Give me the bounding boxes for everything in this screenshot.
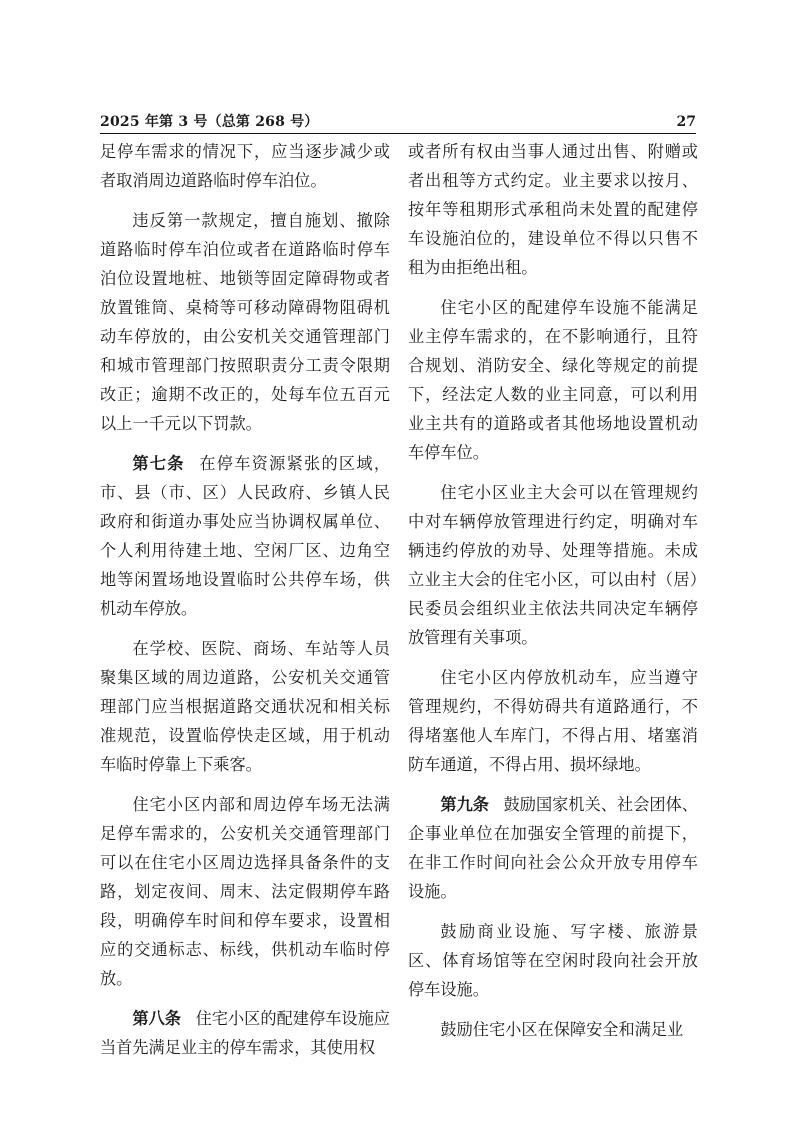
right-column [408,137,698,1055]
article-paragraph [100,1004,390,1062]
article-label: 第七条 [132,454,185,473]
paragraph: 鼓励商业设施、写字楼、旅游景区、体育场馆等在空闲时段向社会开放停车设施。 [408,922,698,999]
paragraph: 或者所有权由当事人通过出售、附赠或者出租等方式约定。业主要求以按月、按年等租期形式承租尚未处置的配建停车设施泊位的，建设单位不得以只售不租为由拒绝出租。 [408,142,698,277]
paragraph: 足停车需求的情况下，应当逐步减少或者取消周边道路临时停车泊位。 [100,142,390,190]
article-paragraph [100,449,390,623]
left-column [100,137,390,1073]
article-paragraph [408,790,698,906]
page-header [100,113,696,134]
paragraph: 住宅小区内部和周边停车场无法满足停车需求的，公安机关交通管理部门可以在住宅小区周边选择具备条件的支路，划定夜间、周末、法定假期停车路段，明确停车时间和停车要求，设置相应的交通标志、标线，供机动车临时停放。 [100,795,390,988]
issue-label: 2025 年第 3 号（总第 268 号） [100,114,319,130]
article-text: 在停车资源紧张的区域，市、县（市、区）人民政府、乡镇人民政府和街道办事处应当协调权属单位、个人利用待建土地、空闲厂区、边角空地等闲置场地设置临时公共停车场，供机动车停放。 [100,454,391,618]
paragraph: 住宅小区的配建停车设施不能满足业主停车需求的，在不影响通行，且符合规划、消防安全、绿化等规定的前提下，经法定人数的业主同意，可以利用业主共有的道路或者其他场地设置机动车停车位。 [408,298,698,462]
article-label: 第九条 [440,795,489,814]
article-text: 住宅小区的配建停车设施应当首先满足业主的停车需求，其使用权 [100,1009,390,1057]
page-number: 27 [676,114,696,130]
paragraph: 住宅小区内停放机动车，应当遵守管理规约，不得妨碍共有道路通行，不得堵塞他人车库门，不得占用、堵塞消防车通道，不得占用、损坏绿地。 [408,668,698,774]
paragraph: 住宅小区业主大会可以在管理规约中对车辆停放管理进行约定，明确对车辆违约停放的劝导、处理等措施。未成立业主大会的住宅小区，可以由村（居）民委员会组织业主依法共同决定车辆停放管理有关事项。 [408,483,698,647]
article-text: 鼓励国家机关、社会团体、企事业单位在加强安全管理的前提下，在非工作时间向社会公众开放专用停车设施。 [408,795,698,901]
article-label: 第八条 [132,1009,181,1028]
paragraph: 鼓励住宅小区在保障安全和满足业 [440,1020,684,1039]
paragraph: 违反第一款规定，擅自施划、撤除道路临时停车泊位或者在道路临时停车泊位设置地桩、地锁等固定障碍物或者放置锥筒、桌椅等可移动障碍物阻碍机动车停放的，由公安机关交通管理部门和城市管理部门按照职责分工责令限期改正；逾期不改正的，处每车位五百元以上一千元以下罚款。 [100,211,390,433]
paragraph: 在学校、医院、商场、车站等人员聚集区域的周边道路，公安机关交通管理部门应当根据道路交通状况和相关标准规范，设置临停快走区域，用于机动车临时停靠上下乘客。 [100,639,390,774]
